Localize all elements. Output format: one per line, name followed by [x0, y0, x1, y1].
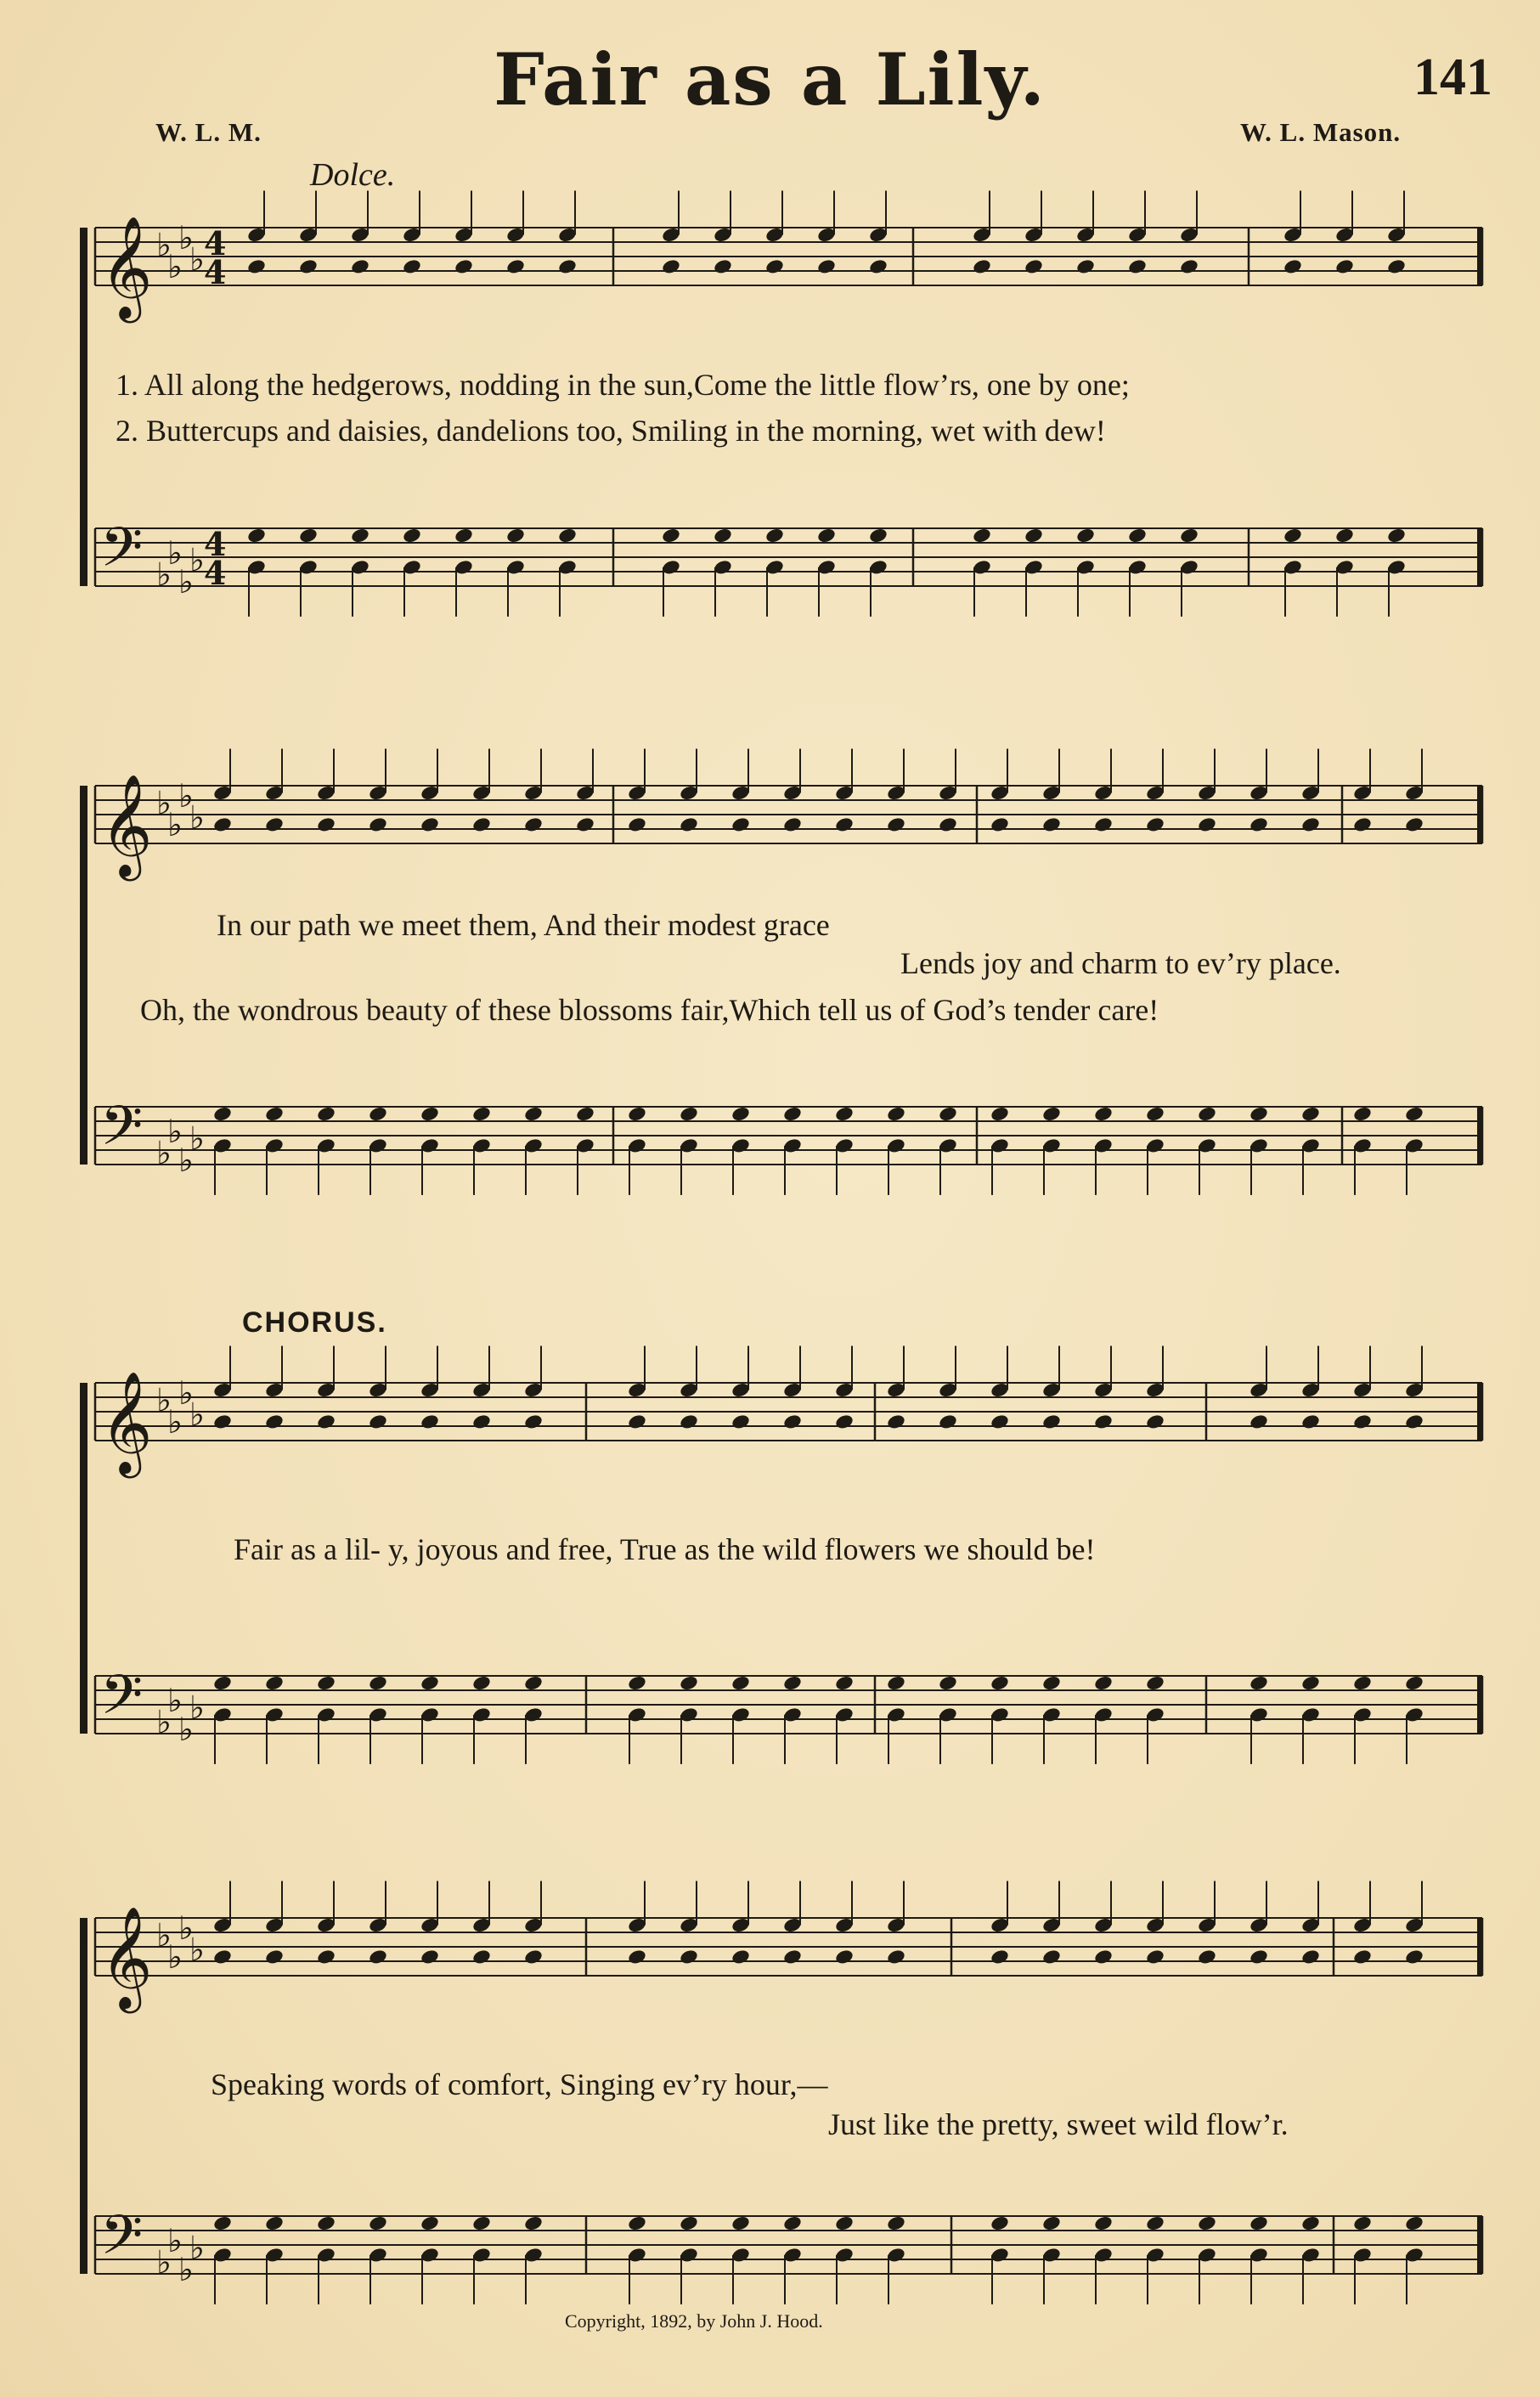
notehead: [264, 1105, 285, 1122]
words-credit: W. L. M.: [155, 117, 262, 147]
notehead: [868, 258, 888, 275]
notehead: [782, 2214, 803, 2231]
flat-sign: ♭: [189, 1689, 205, 1727]
notehead: [886, 1949, 906, 1966]
notehead: [731, 1105, 751, 1122]
notehead: [471, 1413, 492, 1430]
notehead: [454, 527, 474, 544]
notehead: [1075, 527, 1096, 544]
notehead: [1041, 1674, 1062, 1691]
notehead: [782, 1949, 803, 1966]
hymn-title: Fair as a Lily.: [494, 37, 1046, 121]
notehead: [316, 2214, 336, 2231]
notehead: [212, 816, 233, 833]
notehead: [1404, 2214, 1424, 2231]
notehead: [782, 1413, 803, 1430]
flat-sign: ♭: [167, 1113, 183, 1150]
bass-clef: 𝄢: [100, 516, 144, 593]
flat-sign: ♭: [189, 1931, 205, 1969]
notehead: [1197, 2214, 1217, 2231]
notehead: [990, 1949, 1010, 1966]
notehead: [886, 2214, 906, 2231]
flat-sign: ♭: [178, 563, 194, 601]
notehead: [627, 1949, 647, 1966]
system-2-lyric-2: Lends joy and charm to ev’ry place.: [900, 946, 1341, 980]
notehead: [1352, 1413, 1373, 1430]
notehead: [471, 2214, 492, 2231]
notehead: [523, 1105, 544, 1122]
notehead: [1041, 1413, 1062, 1430]
flat-sign: ♭: [178, 1374, 194, 1412]
notehead: [627, 1674, 647, 1691]
notehead: [523, 1413, 544, 1430]
notehead: [1145, 1413, 1165, 1430]
notehead: [1352, 1674, 1373, 1691]
notehead: [990, 1105, 1010, 1122]
notehead: [1249, 816, 1269, 833]
notehead: [420, 1949, 440, 1966]
notehead: [627, 2214, 647, 2231]
notehead: [938, 816, 958, 833]
notehead: [471, 816, 492, 833]
notehead: [316, 1413, 336, 1430]
notehead: [1041, 2214, 1062, 2231]
notehead: [505, 258, 526, 275]
notehead: [731, 1413, 751, 1430]
flat-sign: ♭: [178, 1142, 194, 1179]
treble-clef: 𝄞: [100, 773, 153, 877]
notehead: [661, 258, 681, 275]
time-signature-bottom: 4: [204, 253, 227, 291]
notehead: [886, 1105, 906, 1122]
flat-sign: ♭: [189, 2229, 205, 2267]
notehead: [731, 816, 751, 833]
notehead: [713, 258, 733, 275]
notehead: [350, 258, 370, 275]
notehead: [1041, 1105, 1062, 1122]
notehead: [679, 1674, 699, 1691]
notehead: [1197, 1105, 1217, 1122]
notehead: [1145, 816, 1165, 833]
notehead: [523, 1674, 544, 1691]
time-signature-top: 4: [204, 224, 227, 262]
system-bracket: [80, 1918, 87, 2274]
final-bar: [1477, 2216, 1483, 2274]
notehead: [1300, 816, 1321, 833]
notehead: [1404, 1674, 1424, 1691]
notehead: [298, 258, 319, 275]
final-bar: [1477, 1383, 1483, 1441]
notehead: [471, 1674, 492, 1691]
notehead: [782, 1674, 803, 1691]
notehead: [1352, 1949, 1373, 1966]
notehead: [1041, 816, 1062, 833]
time-signature-bottom: 4: [204, 554, 227, 592]
final-bar: [1477, 228, 1483, 285]
notehead: [834, 816, 855, 833]
flat-sign: ♭: [167, 248, 183, 285]
notehead: [316, 1674, 336, 1691]
notehead: [1093, 2214, 1114, 2231]
notehead: [1075, 258, 1096, 275]
notehead: [1334, 258, 1355, 275]
notehead: [1352, 1105, 1373, 1122]
flat-sign: ♭: [189, 240, 205, 279]
notehead: [764, 527, 785, 544]
notehead: [1249, 1413, 1269, 1430]
final-bar: [1477, 528, 1483, 586]
notehead: [1300, 1105, 1321, 1122]
bass-clef: 𝄢: [100, 1664, 144, 1740]
notehead: [886, 1674, 906, 1691]
system-bracket: [80, 786, 87, 1165]
treble-clef: 𝄞: [100, 1370, 153, 1474]
flat-sign: ♭: [167, 2222, 183, 2259]
flat-sign: ♭: [156, 1703, 172, 1741]
flat-sign: ♭: [178, 2251, 194, 2288]
tempo-marking: Dolce.: [310, 157, 396, 193]
flat-sign: ♭: [178, 1909, 194, 1947]
notehead: [679, 1105, 699, 1122]
notehead: [471, 1949, 492, 1966]
notehead: [1404, 1949, 1424, 1966]
notehead: [264, 816, 285, 833]
flat-sign: ♭: [189, 541, 205, 579]
bass-clef: 𝄢: [100, 1095, 144, 1171]
notehead: [834, 1674, 855, 1691]
notehead: [938, 1105, 958, 1122]
notehead: [1024, 258, 1044, 275]
notehead: [627, 816, 647, 833]
notehead: [316, 816, 336, 833]
final-bar: [1477, 1918, 1483, 1976]
notehead: [1404, 1413, 1424, 1430]
notehead: [212, 2214, 233, 2231]
notehead: [972, 527, 992, 544]
notehead: [679, 1413, 699, 1430]
notehead: [471, 1105, 492, 1122]
notehead: [1300, 1949, 1321, 1966]
notehead: [1093, 1949, 1114, 1966]
notehead: [1145, 1949, 1165, 1966]
notehead: [868, 527, 888, 544]
notehead: [834, 1105, 855, 1122]
notehead: [1249, 1105, 1269, 1122]
notehead: [990, 1413, 1010, 1430]
notehead: [298, 527, 319, 544]
verse-1-lyric: 1. All along the hedgerows, nodding in the sun,Come the little flow’rs, one by one;: [116, 368, 1130, 402]
notehead: [420, 1413, 440, 1430]
notehead: [523, 816, 544, 833]
notehead: [1352, 2214, 1373, 2231]
notehead: [1283, 258, 1303, 275]
flat-sign: ♭: [156, 2243, 172, 2281]
notehead: [368, 1674, 388, 1691]
notehead: [1179, 527, 1199, 544]
notehead: [246, 527, 267, 544]
notehead: [1404, 1105, 1424, 1122]
notehead: [1197, 1949, 1217, 1966]
notehead: [212, 1105, 233, 1122]
flat-sign: ♭: [189, 1120, 205, 1158]
notehead: [1386, 258, 1407, 275]
notehead: [1145, 2214, 1165, 2231]
flat-sign: ♭: [178, 1711, 194, 1748]
music-credit: W. L. Mason.: [1240, 117, 1402, 147]
flat-sign: ♭: [178, 219, 194, 257]
notehead: [1093, 1674, 1114, 1691]
flat-sign: ♭: [178, 777, 194, 815]
notehead: [1093, 1413, 1114, 1430]
notehead: [575, 1105, 595, 1122]
notehead: [731, 1674, 751, 1691]
notehead: [1404, 816, 1424, 833]
notehead: [1197, 816, 1217, 833]
notehead: [764, 258, 785, 275]
notehead: [264, 1674, 285, 1691]
notehead: [420, 1105, 440, 1122]
notehead: [402, 258, 422, 275]
notehead: [1041, 1949, 1062, 1966]
notehead: [402, 527, 422, 544]
notehead: [938, 1413, 958, 1430]
notehead: [212, 1949, 233, 1966]
notehead: [523, 1949, 544, 1966]
flat-sign: ♭: [167, 1403, 183, 1441]
notehead: [661, 527, 681, 544]
notehead: [368, 1413, 388, 1430]
treble-clef: 𝄞: [100, 215, 153, 319]
notehead: [1249, 2214, 1269, 2231]
notehead: [368, 2214, 388, 2231]
notehead: [782, 1105, 803, 1122]
notehead: [246, 258, 267, 275]
treble-clef: 𝄞: [100, 1905, 153, 2009]
notehead: [679, 2214, 699, 2231]
notehead: [679, 816, 699, 833]
system-4-lyric-2: Just like the pretty, sweet wild flow’r.: [828, 2107, 1289, 2141]
flat-sign: ♭: [156, 1134, 172, 1172]
flat-sign: ♭: [156, 226, 172, 264]
notehead: [368, 1949, 388, 1966]
notehead: [212, 1413, 233, 1430]
chorus-label: CHORUS.: [242, 1306, 387, 1339]
notehead: [1300, 1674, 1321, 1691]
notehead: [816, 258, 837, 275]
notehead: [1093, 816, 1114, 833]
notehead: [575, 816, 595, 833]
flat-sign: ♭: [167, 534, 183, 572]
notehead: [1127, 258, 1148, 275]
final-bar: [1477, 786, 1483, 843]
notehead: [1300, 2214, 1321, 2231]
system-bracket: [80, 1383, 87, 1734]
notehead: [816, 527, 837, 544]
notehead: [557, 527, 578, 544]
notehead: [1386, 527, 1407, 544]
notehead: [1093, 1105, 1114, 1122]
notehead: [505, 527, 526, 544]
notehead: [990, 816, 1010, 833]
flat-sign: ♭: [156, 1381, 172, 1419]
flat-sign: ♭: [189, 1396, 205, 1434]
flat-sign: ♭: [167, 806, 183, 843]
notehead: [212, 1674, 233, 1691]
notehead: [679, 1949, 699, 1966]
notehead: [350, 527, 370, 544]
notehead: [972, 258, 992, 275]
notehead: [454, 258, 474, 275]
notehead: [368, 816, 388, 833]
notehead: [264, 1949, 285, 1966]
notehead: [886, 816, 906, 833]
notehead: [557, 258, 578, 275]
chorus-lyric: Fair as a lil- y, joyous and free, True as the wild flowers we should be!: [234, 1532, 1096, 1566]
notehead: [1249, 1674, 1269, 1691]
notehead: [1352, 816, 1373, 833]
notehead: [1283, 527, 1303, 544]
notehead: [264, 1413, 285, 1430]
notehead: [1334, 527, 1355, 544]
notehead: [368, 1105, 388, 1122]
final-bar: [1477, 1107, 1483, 1165]
copyright-notice: Copyright, 1892, by John J. Hood.: [565, 2310, 823, 2332]
system-bracket: [80, 228, 87, 586]
notehead: [316, 1105, 336, 1122]
notehead: [990, 1674, 1010, 1691]
notehead: [1300, 1413, 1321, 1430]
notehead: [731, 2214, 751, 2231]
system-4-lyric-1: Speaking words of comfort, Singing ev’ry hour,—: [211, 2067, 828, 2101]
notehead: [1145, 1105, 1165, 1122]
flat-sign: ♭: [156, 1916, 172, 1954]
notehead: [627, 1105, 647, 1122]
flat-sign: ♭: [156, 556, 172, 594]
flat-sign: ♭: [189, 798, 205, 837]
time-signature-top: 4: [204, 525, 227, 563]
notehead: [731, 1949, 751, 1966]
notehead: [627, 1413, 647, 1430]
notehead: [713, 527, 733, 544]
notehead: [938, 1674, 958, 1691]
notehead: [1024, 527, 1044, 544]
bass-clef: 𝄢: [100, 2204, 144, 2281]
notehead: [420, 2214, 440, 2231]
final-bar: [1477, 1676, 1483, 1734]
notehead: [834, 1413, 855, 1430]
flat-sign: ♭: [167, 1682, 183, 1719]
notehead: [1145, 1674, 1165, 1691]
page-number: 141: [1413, 48, 1492, 106]
notehead: [523, 2214, 544, 2231]
verse-2-lyric: 2. Buttercups and daisies, dandelions too, Smiling in the morning, wet with dew!: [116, 414, 1106, 448]
notehead: [316, 1949, 336, 1966]
notehead: [1179, 258, 1199, 275]
system-2-lyric-3: Oh, the wondrous beauty of these blossoms fair,Which tell us of God’s tender care!: [140, 993, 1159, 1027]
system-2-lyric-1: In our path we meet them, And their modest grace: [217, 908, 830, 942]
notehead: [886, 1413, 906, 1430]
notehead: [782, 816, 803, 833]
notehead: [834, 2214, 855, 2231]
notehead: [1249, 1949, 1269, 1966]
notehead: [420, 816, 440, 833]
notehead: [420, 1674, 440, 1691]
flat-sign: ♭: [167, 1938, 183, 1976]
notehead: [834, 1949, 855, 1966]
notehead: [990, 2214, 1010, 2231]
notehead: [264, 2214, 285, 2231]
flat-sign: ♭: [156, 784, 172, 822]
notehead: [1127, 527, 1148, 544]
